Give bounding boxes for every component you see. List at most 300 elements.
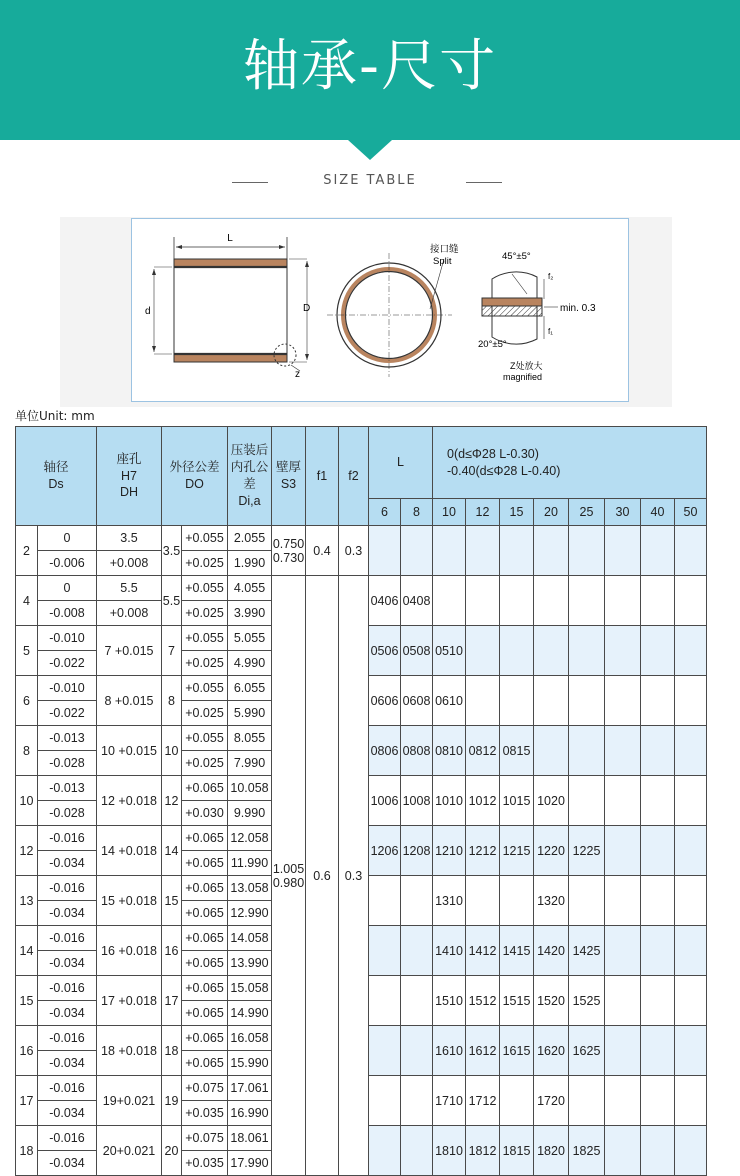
bearing-size: 2 [16,526,38,576]
part-code [605,926,641,976]
part-code: 0606 [369,676,401,726]
id-lower: 14.990 [228,1001,272,1026]
part-code [569,576,605,626]
part-code [534,626,569,676]
section-subtitle [0,173,740,188]
outer-diameter: 19 [162,1076,182,1126]
part-code [401,526,433,576]
label-D: D [303,303,311,314]
header-id: 压装后内孔公差 Di,a [228,427,272,526]
part-code: 1220 [534,826,569,876]
seat-size: 3.5 [97,526,162,551]
shaft-tol-upper: -0.010 [38,626,97,651]
part-code: 1410 [433,926,466,976]
shaft-tol-upper: -0.016 [38,976,97,1001]
shaft-tol-lower: -0.008 [38,601,97,626]
part-code [641,526,675,576]
part-code [605,726,641,776]
part-code [675,776,707,826]
label-z: z [295,369,300,380]
length-header-50: 50 [675,499,707,526]
bearing-size: 13 [16,876,38,926]
part-code: 1006 [369,776,401,826]
bearing-size: 18 [16,1126,38,1176]
label-min: min. 0.3 [560,303,596,314]
size-table [15,426,707,1176]
part-code: 1020 [534,776,569,826]
part-code [466,876,500,926]
od-tol-upper: +0.065 [182,776,228,801]
id-upper: 2.055 [228,526,272,551]
bearing-size: 16 [16,1026,38,1076]
part-code [369,876,401,926]
id-upper: 4.055 [228,576,272,601]
seat-size: 8 +0.015 [97,676,162,726]
part-code: 1825 [569,1126,605,1176]
od-tol-upper: +0.065 [182,926,228,951]
part-code: 0806 [369,726,401,776]
part-code [675,1026,707,1076]
part-code [641,776,675,826]
part-code [466,526,500,576]
wall-thickness: 1.005 0.980 [272,576,306,1176]
part-code [534,676,569,726]
shaft-tol-lower: -0.034 [38,1051,97,1076]
part-code [401,926,433,976]
part-code [466,626,500,676]
outer-diameter: 16 [162,926,182,976]
part-code: 0506 [369,626,401,676]
od-tol-lower: +0.065 [182,901,228,926]
part-code [641,1126,675,1176]
subtitle-text: SIZE TABLE [323,173,417,188]
part-code [401,1126,433,1176]
part-code: 1215 [500,826,534,876]
shaft-tol-upper: -0.016 [38,1026,97,1051]
part-code [605,626,641,676]
id-upper: 18.061 [228,1126,272,1151]
part-code [675,576,707,626]
id-upper: 10.058 [228,776,272,801]
part-code: 1710 [433,1076,466,1126]
shaft-tol-lower: -0.022 [38,701,97,726]
part-code [369,526,401,576]
part-code [500,626,534,676]
id-upper: 12.058 [228,826,272,851]
length-header-8: 8 [401,499,433,526]
part-code [641,876,675,926]
id-upper: 16.058 [228,1026,272,1051]
od-tol-upper: +0.065 [182,976,228,1001]
part-code: 1625 [569,1026,605,1076]
shaft-tol-upper: -0.013 [38,776,97,801]
part-code [675,926,707,976]
part-code: 1512 [466,976,500,1026]
header-seat: 座孔 H7 DH [97,427,162,526]
part-code: 0810 [433,726,466,776]
part-code [675,1126,707,1176]
part-code: 0808 [401,726,433,776]
id-lower: 13.990 [228,951,272,976]
od-tol-lower: +0.065 [182,951,228,976]
part-code [605,526,641,576]
part-code [466,676,500,726]
seat-size: 12 +0.018 [97,776,162,826]
od-tol-upper: +0.065 [182,826,228,851]
part-code: 1415 [500,926,534,976]
id-lower: 17.990 [228,1151,272,1176]
od-tol-upper: +0.065 [182,1026,228,1051]
part-code [605,1076,641,1126]
shaft-tol-lower: -0.034 [38,851,97,876]
bearing-size: 8 [16,726,38,776]
label-f2: f₂ [548,272,554,281]
od-tol-upper: +0.055 [182,726,228,751]
part-code: 1420 [534,926,569,976]
shaft-tol-upper: -0.016 [38,1126,97,1151]
label-f1: f₁ [548,327,553,336]
header-L: L [369,427,433,499]
outer-diameter: 12 [162,776,182,826]
part-code: 1210 [433,826,466,876]
part-code [569,1076,605,1126]
part-code [433,526,466,576]
part-code [675,726,707,776]
shaft-tol-upper: -0.013 [38,726,97,751]
seat-size: 20+0.021 [97,1126,162,1176]
id-lower: 3.990 [228,601,272,626]
part-code: 0508 [401,626,433,676]
part-code: 1212 [466,826,500,876]
shaft-tol-upper: -0.016 [38,926,97,951]
shaft-tol-lower: -0.034 [38,951,97,976]
part-code: 0608 [401,676,433,726]
outer-diameter: 20 [162,1126,182,1176]
unit-label: 单位Unit: mm [15,409,95,423]
bearing-size: 17 [16,1076,38,1126]
part-code [605,776,641,826]
part-code [605,976,641,1026]
part-code: 0610 [433,676,466,726]
divider-left [232,182,268,183]
length-header-10: 10 [433,499,466,526]
f2-value: 0.3 [339,526,369,576]
part-code: 1815 [500,1126,534,1176]
part-code: 1520 [534,976,569,1026]
part-code: 1525 [569,976,605,1026]
part-code [401,1076,433,1126]
part-code: 1515 [500,976,534,1026]
part-code: 1620 [534,1026,569,1076]
part-code: 0510 [433,626,466,676]
f1-value: 0.6 [306,576,339,1176]
bearing-size: 6 [16,676,38,726]
part-code: 0812 [466,726,500,776]
seat-size: 14 +0.018 [97,826,162,876]
header-shaft: 轴径 Ds [16,427,97,526]
od-tol-lower: +0.030 [182,801,228,826]
id-upper: 5.055 [228,626,272,651]
shaft-tol-lower: -0.034 [38,1101,97,1126]
outer-diameter: 8 [162,676,182,726]
part-code: 1820 [534,1126,569,1176]
label-angle-top: 45°±5° [502,251,531,262]
part-code: 1015 [500,776,534,826]
od-tol-upper: +0.055 [182,626,228,651]
part-code [641,576,675,626]
part-code [605,676,641,726]
part-code: 0408 [401,576,433,626]
label-d: d [145,306,151,317]
bearing-size: 5 [16,626,38,676]
od-tol-upper: +0.055 [182,526,228,551]
part-code: 1320 [534,876,569,926]
length-header-6: 6 [369,499,401,526]
id-upper: 13.058 [228,876,272,901]
id-upper: 8.055 [228,726,272,751]
part-code [641,626,675,676]
od-tol-lower: +0.025 [182,551,228,576]
shaft-tol-lower: -0.034 [38,901,97,926]
page-title: 轴承-尺寸 [242,34,498,99]
header-f1: f1 [306,427,339,526]
od-tol-lower: +0.035 [182,1151,228,1176]
od-tol-lower: +0.035 [182,1101,228,1126]
length-header-15: 15 [500,499,534,526]
seat-size: 19+0.021 [97,1076,162,1126]
seat-size: 18 +0.018 [97,1026,162,1076]
od-tol-upper: +0.055 [182,576,228,601]
part-code [641,1026,675,1076]
part-code: 1810 [433,1126,466,1176]
length-header-20: 20 [534,499,569,526]
part-code [605,826,641,876]
wall-thickness: 0.750 0.730 [272,526,306,576]
part-code [675,826,707,876]
part-code: 1425 [569,926,605,976]
part-code: 1720 [534,1076,569,1126]
outer-diameter: 3.5 [162,526,182,576]
id-lower: 1.990 [228,551,272,576]
part-code [641,926,675,976]
header-wall: 壁厚 S3 [272,427,306,526]
bearing-diagram [131,218,629,402]
part-code [569,676,605,726]
od-tol-upper: +0.065 [182,876,228,901]
outer-diameter: 10 [162,726,182,776]
part-code: 1310 [433,876,466,926]
id-lower: 4.990 [228,651,272,676]
id-lower: 15.990 [228,1051,272,1076]
f1-value: 0.4 [306,526,339,576]
od-tol-lower: +0.025 [182,701,228,726]
part-code [675,1076,707,1126]
bearing-size: 10 [16,776,38,826]
header-banner [0,0,740,160]
part-code [500,1076,534,1126]
part-code [641,676,675,726]
shaft-tol-upper: 0 [38,576,97,601]
shaft-tol-upper: -0.016 [38,1076,97,1101]
part-code [433,576,466,626]
od-tol-lower: +0.065 [182,1051,228,1076]
bearing-size: 14 [16,926,38,976]
part-code [500,676,534,726]
header-f2: f2 [339,427,369,526]
od-tol-upper: +0.075 [182,1076,228,1101]
outer-diameter: 17 [162,976,182,1026]
part-code [605,576,641,626]
part-code: 1615 [500,1026,534,1076]
part-code [569,776,605,826]
id-lower: 12.990 [228,901,272,926]
divider-right [466,182,502,183]
part-code [500,876,534,926]
part-code [466,576,500,626]
outer-diameter: 5.5 [162,576,182,626]
bearing-size: 15 [16,976,38,1026]
part-code: 1812 [466,1126,500,1176]
part-code [675,526,707,576]
part-code [569,876,605,926]
table-body [16,526,707,1176]
seat-size: 7 +0.015 [97,626,162,676]
label-split-en: Split [433,256,452,267]
id-upper: 14.058 [228,926,272,951]
part-code [569,526,605,576]
seat-tol: +0.008 [97,551,162,576]
part-code: 1510 [433,976,466,1026]
outer-diameter: 15 [162,876,182,926]
od-tol-lower: +0.025 [182,651,228,676]
part-code: 0815 [500,726,534,776]
seat-size: 16 +0.018 [97,926,162,976]
part-code: 0406 [369,576,401,626]
od-tol-lower: +0.025 [182,601,228,626]
part-code [675,876,707,926]
shaft-tol-lower: -0.028 [38,801,97,826]
part-code [675,976,707,1026]
part-code [534,576,569,626]
part-code: 1412 [466,926,500,976]
part-code: 1008 [401,776,433,826]
length-header-25: 25 [569,499,605,526]
part-code [401,1026,433,1076]
part-code [369,976,401,1026]
od-tol-upper: +0.055 [182,676,228,701]
table-row [16,526,707,551]
id-upper: 17.061 [228,1076,272,1101]
id-lower: 9.990 [228,801,272,826]
part-code [569,626,605,676]
length-header-30: 30 [605,499,641,526]
header-od: 外径公差 DO [162,427,228,526]
part-code [369,1026,401,1076]
bearing-size: 12 [16,826,38,876]
shaft-tol-lower: -0.034 [38,1151,97,1176]
length-header-40: 40 [641,499,675,526]
id-lower: 16.990 [228,1101,272,1126]
part-code: 1612 [466,1026,500,1076]
shaft-tol-lower: -0.034 [38,1001,97,1026]
part-code: 1225 [569,826,605,876]
shaft-tol-lower: -0.022 [38,651,97,676]
part-code [605,1126,641,1176]
part-code [369,1076,401,1126]
part-code [641,726,675,776]
od-tol-upper: +0.075 [182,1126,228,1151]
part-code: 1712 [466,1076,500,1126]
outer-diameter: 7 [162,626,182,676]
seat-size: 5.5 [97,576,162,601]
part-code [500,576,534,626]
od-tol-lower: +0.065 [182,1001,228,1026]
part-code: 1010 [433,776,466,826]
part-code [605,876,641,926]
part-code: 1012 [466,776,500,826]
part-code [569,726,605,776]
part-code [675,626,707,676]
f2-value: 0.3 [339,576,369,1176]
header-L-tolerance: 0(d≤Φ28 L-0.30) -0.40(d≤Φ28 L-0.40) [433,427,707,499]
length-header-12: 12 [466,499,500,526]
part-code: 1206 [369,826,401,876]
seat-size: 15 +0.018 [97,876,162,926]
label-angle-bottom: 20°±5° [478,339,507,350]
shaft-tol-lower: -0.028 [38,751,97,776]
id-upper: 15.058 [228,976,272,1001]
part-code [641,826,675,876]
label-L: L [227,233,233,244]
part-code [605,1026,641,1076]
shaft-tol-upper: -0.016 [38,826,97,851]
part-code [369,1126,401,1176]
bearing-drawing [132,219,628,401]
outer-diameter: 14 [162,826,182,876]
part-code [534,726,569,776]
part-code: 1610 [433,1026,466,1076]
outer-diameter: 18 [162,1026,182,1076]
seat-tol: +0.008 [97,601,162,626]
part-code [401,976,433,1026]
label-z-cn: Z处放大 [510,361,543,371]
shaft-tol-upper: 0 [38,526,97,551]
seat-size: 10 +0.015 [97,726,162,776]
id-upper: 6.055 [228,676,272,701]
part-code [675,676,707,726]
part-code [369,926,401,976]
part-code [641,1076,675,1126]
bearing-size: 4 [16,576,38,626]
part-code: 1208 [401,826,433,876]
part-code [641,976,675,1026]
id-lower: 11.990 [228,851,272,876]
shaft-tol-upper: -0.010 [38,676,97,701]
shaft-tol-upper: -0.016 [38,876,97,901]
id-lower: 7.990 [228,751,272,776]
od-tol-lower: +0.025 [182,751,228,776]
part-code [401,876,433,926]
part-code [534,526,569,576]
shaft-tol-lower: -0.006 [38,551,97,576]
od-tol-lower: +0.065 [182,851,228,876]
label-z-en: magnified [503,372,543,382]
part-code [500,526,534,576]
seat-size: 17 +0.018 [97,976,162,1026]
table-row [16,576,707,601]
id-lower: 5.990 [228,701,272,726]
label-split-cn: 接口缝 [430,244,459,255]
